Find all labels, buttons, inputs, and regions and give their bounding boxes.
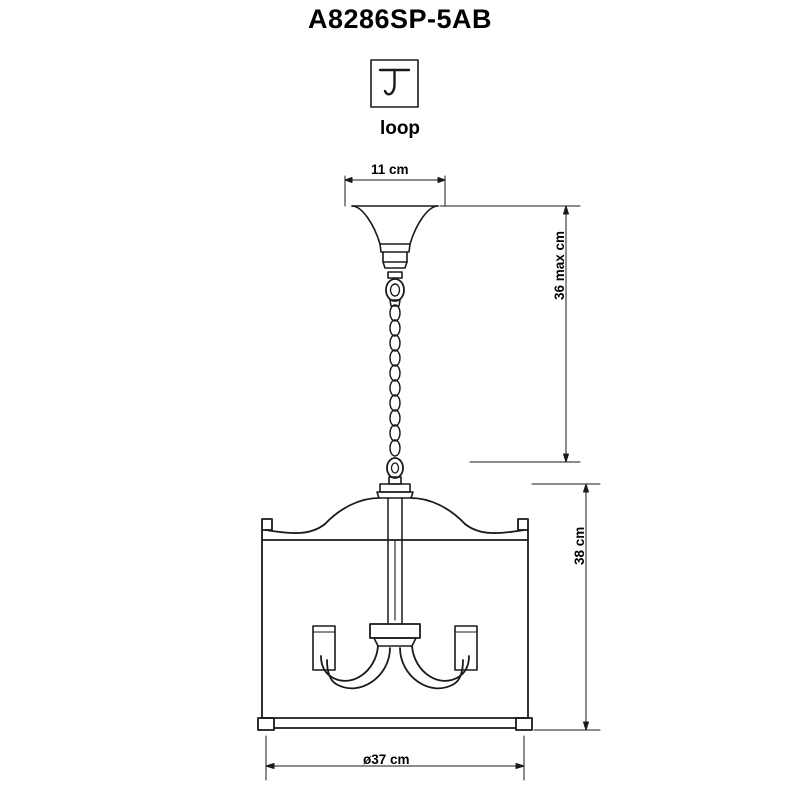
canopy-width-dimension-line: [345, 176, 445, 206]
lower-suspension-loop: [387, 458, 403, 484]
dimension-body-height: 38 cm: [572, 526, 587, 565]
suspension-chain: [390, 305, 400, 456]
fixture-top-cap: [377, 484, 413, 498]
dimension-total-height-max: 36 max cm: [552, 230, 567, 300]
candle-sleeve-right: [455, 626, 477, 670]
upper-suspension-ring: [386, 272, 404, 306]
total-height-dimension-line: [440, 206, 580, 462]
mount-type-label: loop: [379, 118, 421, 139]
body-height-dimension-line: [532, 484, 600, 730]
ceiling-hook-icon: [371, 60, 418, 107]
canopy-shape: [352, 206, 438, 268]
diameter-dimension-line: [266, 736, 524, 780]
dimension-canopy-width: 11 cm: [371, 162, 409, 177]
lantern-top-curve: [266, 498, 524, 533]
product-code-title: A8286SP-5AB: [307, 4, 493, 34]
dimension-diameter: ø37 cm: [363, 752, 410, 767]
candle-sleeve-left: [313, 626, 335, 670]
